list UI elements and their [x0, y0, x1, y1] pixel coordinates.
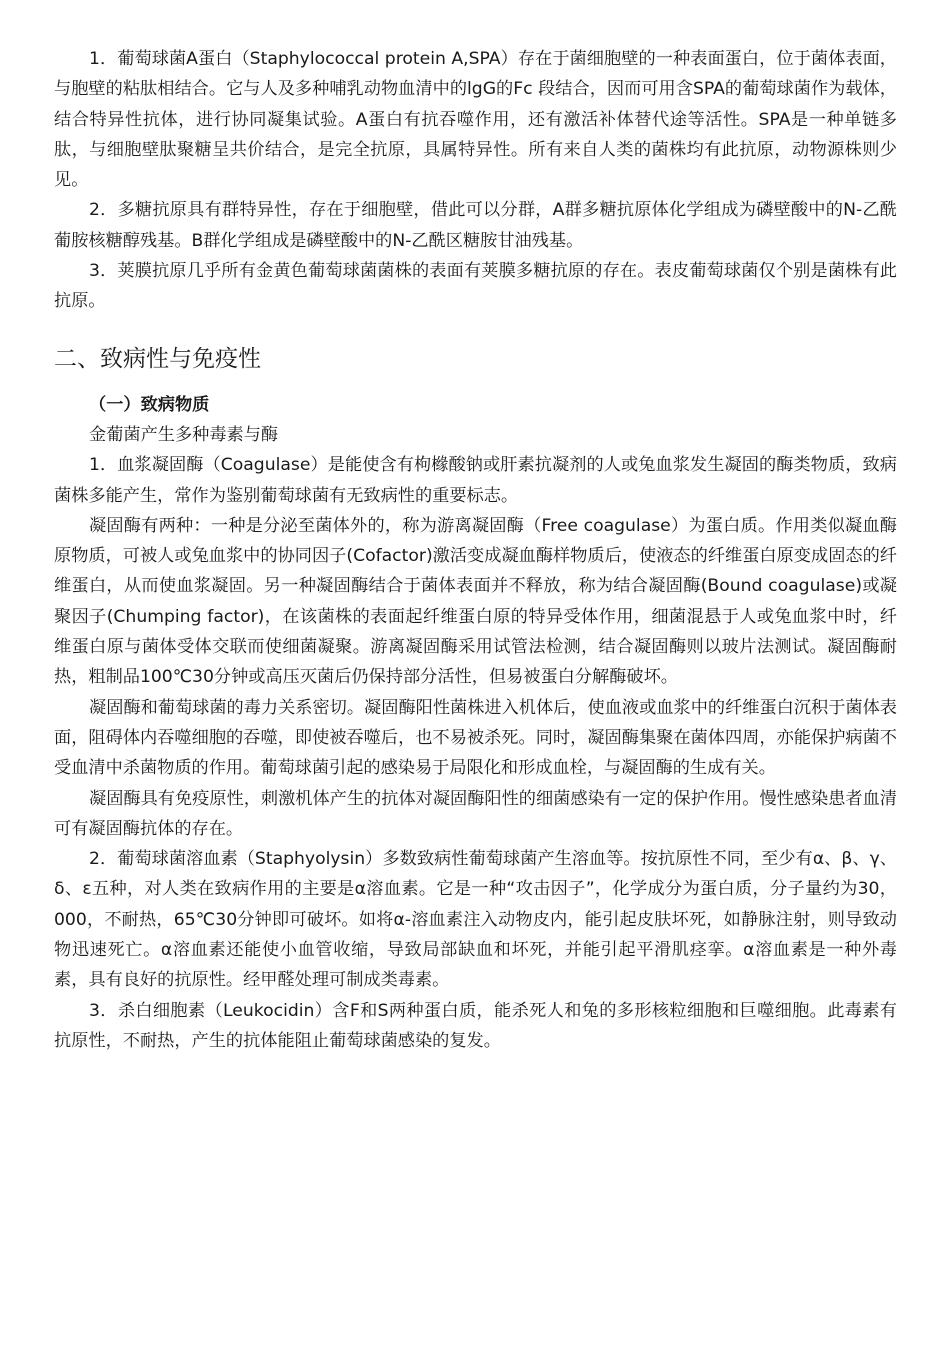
paragraph-coagulase-immunogenicity: 凝固酶具有免疫原性，刺激机体产生的抗体对凝固酶阳性的细菌感染有一定的保护作用。慢性感染患者血清可有凝固酶抗体的存在。 — [54, 788, 897, 839]
paragraph-capsule-antigen: 3．荚膜抗原几乎所有金黄色葡萄球菌菌株的表面有荚膜多糖抗原的存在。表皮葡萄球菌仅个别是菌株有此抗原。 — [54, 261, 897, 312]
paragraph-coagulase-types: 凝固酶有两种：一种是分泌至菌体外的，称为游离凝固酶（Free coagulase）为蛋白质。作用类似凝血酶原物质，可被人或兔血浆中的协同因子(Cofactor)激活变成凝血酶样物质后，使液态的纤维蛋白原变成固态的纤维蛋白，从而使血浆凝固。另一种凝固酶结合于菌体表面并不释放，称为结合凝固酶(Bound coagulase)或凝聚因子(Chumping factor)，在该菌株的表面起纤维蛋白原的特异受体作用，细菌混悬于人或兔血浆中时，纤维蛋白原与菌体受体交联而使细菌凝聚。游离凝固酶采用试管法检测，结合凝固酶则以玻片法测试。凝固酶耐热，粗制品100℃30分钟或高压灭菌后仍保持部分活性，但易被蛋白分解酶破坏。 — [54, 515, 897, 688]
document-page — [54, 44, 897, 1056]
section-heading: 二、致病性与免疫性 — [54, 345, 261, 372]
paragraph-staphyolysin: 2．葡萄球菌溶血素（Staphyolysin）多数致病性葡萄球菌产生溶血等。按抗原性不同，至少有α、β、γ、δ、ε五种，对人类在致病作用的主要是α溶血素。它是一种“攻击因子”，化学成分为蛋白质，分子量约为30，000，不耐热，65℃30分钟即可破坏。如将α-溶血素注入动物皮内，能引起皮肤坏死，如静脉注射，则导致动物迅速死亡。α溶血素还能使小血管收缩，导致局部缺血和坏死，并能引起平滑肌痉挛。α溶血素是一种外毒素，具有良好的抗原性。经甲醛处理可制成类毒素。 — [54, 849, 897, 991]
paragraph-toxins-intro: 金葡菌产生多种毒素与酶 — [89, 424, 279, 445]
paragraph-spa-antigen: 1．葡萄球菌A蛋白（Staphylococcal protein A,SPA）存在于菌细胞壁的一种表面蛋白，位于菌体表面，与胞壁的粘肽相结合。它与人及多种哺乳动物血清中的lgG的Fc 段结合，因而可用含SPA的葡萄球菌作为载体，结合特异性抗体，进行协同凝集试验。A蛋白有抗吞噬作用，还有激活补体替代途等活性。SPA是一种单链多肽，与细胞壁肽聚糖呈共价结合，是完全抗原，具属特异性。所有来自人类的菌株均有此抗原，动物源株则少见。 — [54, 49, 897, 191]
paragraph-polysaccharide-antigen: 2．多糖抗原具有群特异性，存在于细胞壁，借此可以分群，A群多糖抗原体化学组成为磷壁酸中的N-乙酰葡胺核糖醇残基。B群化学组成是磷壁酸中的N-乙酰区糖胺甘油残基。 — [54, 200, 897, 251]
paragraph-coagulase-virulence: 凝固酶和葡萄球菌的毒力关系密切。凝固酶阳性菌株进入机体后，使血液或血浆中的纤维蛋白沉积于菌体表面，阻碍体内吞噬细胞的吞噬，即使被吞噬后，也不易被杀死。同时，凝固酶集聚在菌体四周，亦能保护病菌不受血清中杀菌物质的作用。葡萄球菌引起的感染易于局限化和形成血栓，与凝固酶的生成有关。 — [54, 697, 897, 779]
paragraph-leukocidin: 3．杀白细胞素（Leukocidin）含F和S两种蛋白质，能杀死人和兔的多形核粒细胞和巨噬细胞。此毒素有抗原性，不耐热，产生的抗体能阻止葡萄球菌感染的复发。 — [54, 1000, 897, 1051]
paragraph-coagulase: 1．血浆凝固酶（Coagulase）是能使含有枸橼酸钠或肝素抗凝剂的人或兔血浆发生凝固的酶类物质，致病菌株多能产生，常作为鉴别葡萄球菌有无致病性的重要标志。 — [54, 455, 897, 506]
subsection-heading: （一）致病物质 — [89, 394, 210, 415]
